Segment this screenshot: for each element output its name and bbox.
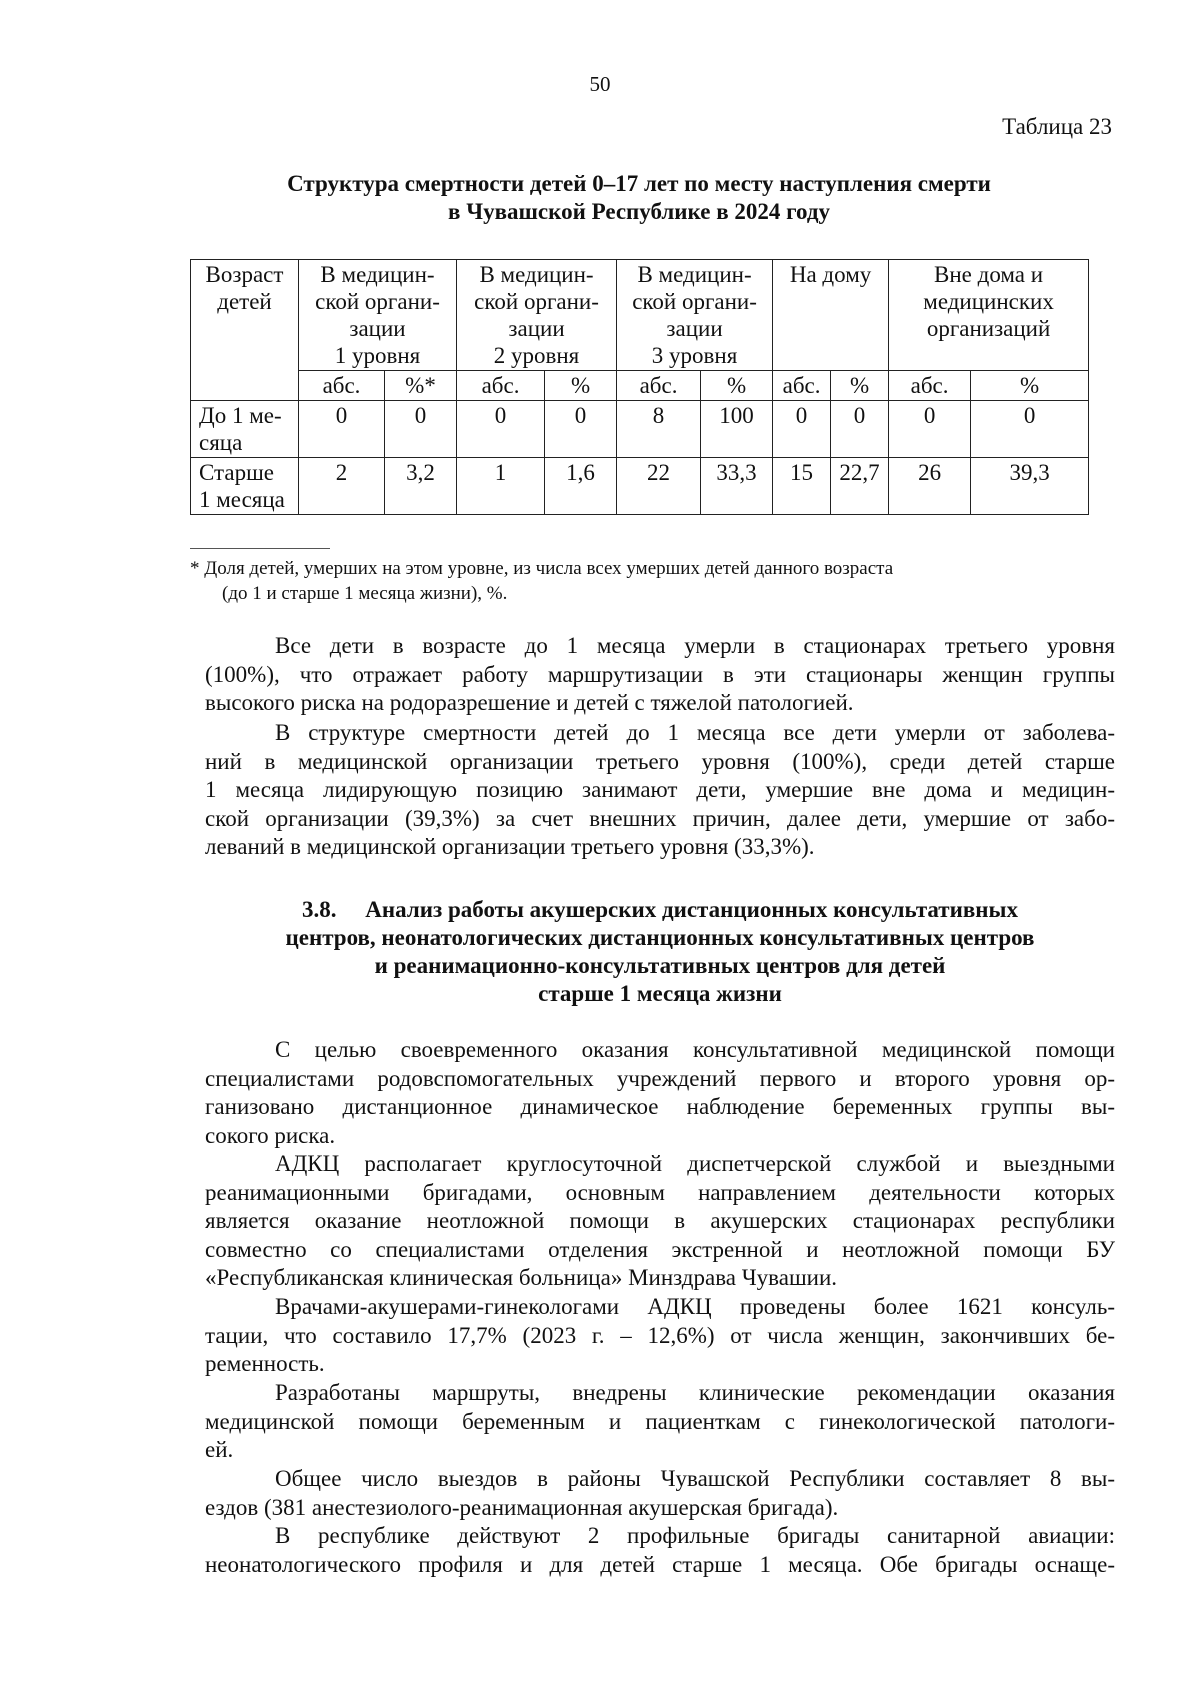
table-cell: 0 (831, 401, 889, 458)
subheader-cell: абс. (773, 371, 831, 401)
table-cell: 1,6 (545, 458, 617, 515)
header-level1: В медицин- ской органи- зации 1 уровня (299, 260, 457, 371)
paragraph: Все дети в возрасте до 1 месяца умерли в стационарах третьего уровня (100%), что отражает работу маршрутизации в эти стационары женщин группы высокого риска на родоразрешение и детей с тяжелой патологией. (205, 633, 1115, 715)
paragraph: Врачами-акушерами-гинекологами АДКЦ проведены более 1621 консуль- тации, что составило 17,7% (2023 г. – 12,6%) от числа женщин, закончивших бе- ременность. (205, 1294, 1115, 1376)
table-cell: 0 (889, 401, 971, 458)
row-label: Старше 1 месяца (191, 458, 299, 515)
table-title-line: в Чувашской Республике в 2024 году (448, 199, 830, 224)
table-cell: 26 (889, 458, 971, 515)
header-outside: Вне дома и медицинских организаций (889, 260, 1089, 371)
subheader-cell: % (971, 371, 1089, 401)
footnote-divider (190, 548, 330, 549)
header-level2: В медицин- ской органи- зации 2 уровня (457, 260, 617, 371)
paragraph: С целью своевременного оказания консультативной медицинской помощи специалистами родовспомогательных учреждений первого и второго уровня ор- ганизовано дистанционное динамическое наблюдение беременных группы вы- сокого риска. (205, 1037, 1115, 1148)
subheader-cell: % (831, 371, 889, 401)
section-heading (205, 896, 1115, 1008)
table-cell: 0 (545, 401, 617, 458)
header-age: Возраст детей (191, 260, 299, 401)
table-title (190, 170, 1088, 226)
table-cell: 2 (299, 458, 385, 515)
subheader-cell: абс. (617, 371, 701, 401)
paragraph: Разработаны маршруты, внедрены клинические рекомендации оказания медицинской помощи беременным и пациенткам с гинекологической патологи- ей. (205, 1380, 1115, 1462)
footnote-line: (до 1 и старше 1 месяца жизни), %. (222, 583, 508, 604)
paragraph: В структуре смертности детей до 1 месяца все дети умерли от заболева- ний в медицинской организации третьего уровня (100%), среди детей старше 1 месяца лидирующую позицию занимают дети, умершие вне дома и медицин- ской организации (39,3%) за счет внешних причин, далее дети, умершие от забо- леваний в медицинской организации третьего уровня (33,3%). (205, 720, 1115, 859)
section-number: 3.8. (302, 897, 337, 922)
table-subheader-row (191, 371, 1089, 401)
subheader-cell: % (545, 371, 617, 401)
paragraph: Общее число выездов в районы Чувашской Республики составляет 8 вы- ездов (381 анестезиолого-реанимационная акушерская бригада). (205, 1466, 1115, 1520)
table-cell: 8 (617, 401, 701, 458)
table-row (191, 401, 1089, 458)
table-cell: 0 (385, 401, 457, 458)
row-label: До 1 ме- сяца (191, 401, 299, 458)
table-cell: 39,3 (971, 458, 1089, 515)
table-header-row (191, 260, 1089, 371)
subheader-cell: % (701, 371, 773, 401)
paragraph: В республике действуют 2 профильные бригады санитарной авиации: неонатологического профиля и для детей старше 1 месяца. Обе бригады оснаще- (205, 1523, 1115, 1577)
mortality-table (190, 259, 1089, 515)
table-row (191, 458, 1089, 515)
header-home: На дому (773, 260, 889, 371)
table-cell: 1 (457, 458, 545, 515)
section-heading-line: центров, неонатологических дистанционных консультативных центров (285, 925, 1035, 950)
table-cell: 0 (457, 401, 545, 458)
page-number: 50 (589, 72, 611, 96)
table-footnote (190, 556, 1100, 606)
table-cell: 22,7 (831, 458, 889, 515)
subheader-cell: абс. (457, 371, 545, 401)
table-cell: 3,2 (385, 458, 457, 515)
table-label: Таблица 23 (1002, 114, 1112, 139)
subheader-cell: абс. (889, 371, 971, 401)
table-cell: 0 (773, 401, 831, 458)
section-heading-line: и реанимационно-консультативных центров для детей (374, 953, 946, 978)
section-heading-line: старше 1 месяца жизни (538, 981, 782, 1006)
footnote-line: * Доля детей, умерших на этом уровне, из числа всех умерших детей данного возраста (190, 558, 894, 579)
table-cell: 33,3 (701, 458, 773, 515)
table-cell: 15 (773, 458, 831, 515)
table-cell: 100 (701, 401, 773, 458)
paragraph: АДКЦ располагает круглосуточной диспетчерской службой и выездными реанимационными бригадами, основным направлением деятельности которых является оказание неотложной помощи в акушерских стационарах республики совместно со специалистами отделения экстренной и неотложной помощи БУ «Республиканская клиническая больница» Минздрава Чувашии. (205, 1151, 1115, 1290)
table-cell: 0 (299, 401, 385, 458)
table-cell: 22 (617, 458, 701, 515)
section-heading-line: 3.8. Анализ работы акушерских дистанционных консультативных (302, 897, 1018, 922)
subheader-cell: абс. (299, 371, 385, 401)
header-level3: В медицин- ской органи- зации 3 уровня (617, 260, 773, 371)
table-title-line: Структура смертности детей 0–17 лет по месту наступления смерти (287, 171, 991, 196)
table-cell: 0 (971, 401, 1089, 458)
subheader-cell: %* (385, 371, 457, 401)
